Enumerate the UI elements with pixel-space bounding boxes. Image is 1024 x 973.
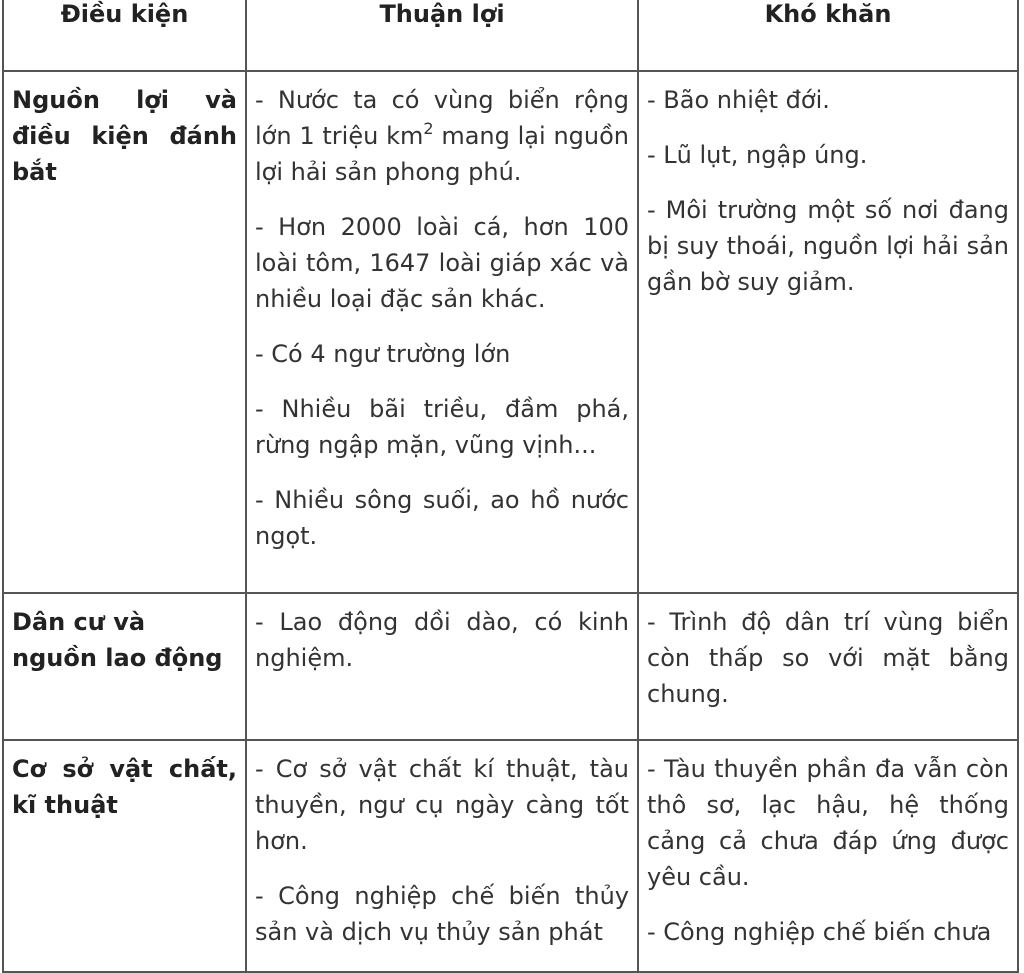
advantage-item: - Có 4 ngư trường lớn: [255, 340, 511, 368]
header-difficulties: Khó khăn: [638, 0, 1018, 71]
header-row: [3, 0, 1018, 71]
difficulty-item: - Tàu thuyền phần đa vẫn còn thô sơ, lạc hậu, hệ thống cảng cả chưa đáp ứng được yêu cầu.: [647, 755, 1009, 891]
condition-cell: [3, 740, 246, 972]
condition-cell: [3, 71, 246, 593]
table-row: [3, 71, 1018, 593]
difficulties-cell: [638, 740, 1018, 972]
table-row: [3, 593, 1018, 740]
header-advantages: Thuận lợi: [246, 0, 638, 71]
advantage-item: - Nhiều sông suối, ao hồ nước ngọt.: [255, 486, 629, 550]
table-row: [3, 740, 1018, 972]
conditions-table: [2, 0, 1019, 973]
condition-label: Dân cư và nguồn lao động: [12, 608, 223, 672]
difficulties-cell: [638, 71, 1018, 593]
difficulty-item: - Bão nhiệt đới.: [647, 86, 830, 114]
difficulty-item: - Trình độ dân trí vùng biển còn thấp so với mặt bằng chung.: [647, 608, 1009, 708]
advantages-cell: [246, 71, 638, 593]
condition-label: Nguồn lợi và điều kiện đánh bắt: [12, 86, 237, 186]
advantage-item: - Nước ta có vùng biển rộng lớn 1 triệu $km^2$ mang lại nguồn lợi hải sản phong phú.: [255, 86, 629, 186]
advantage-item: - Lao động dồi dào, có kinh nghiệm.: [255, 608, 629, 672]
advantage-item: - Hơn 2000 loài cá, hơn 100 loài tôm, 1647 loài giáp xác và nhiều loại đặc sản khác.: [255, 213, 629, 313]
advantage-item: - Cơ sở vật chất kí thuật, tàu thuyền, ngư cụ ngày càng tốt hơn.: [255, 755, 629, 855]
difficulty-item: - Công nghiệp chế biến chưa: [647, 918, 992, 946]
advantage-item: - Nhiều bãi triều, đầm phá, rừng ngập mặn, vũng vịnh...: [255, 395, 629, 459]
condition-cell: [3, 593, 246, 740]
difficulty-item: - Lũ lụt, ngập úng.: [647, 141, 868, 169]
difficulty-item: - Môi trường một số nơi đang bị suy thoái, nguồn lợi hải sản gần bờ suy giảm.: [647, 196, 1009, 296]
advantages-cell: [246, 740, 638, 972]
advantages-cell: [246, 593, 638, 740]
advantage-item: - Công nghiệp chế biến thủy sản và dịch vụ thủy sản phát: [255, 882, 629, 946]
condition-label: Cơ sở vật chất, kĩ thuật: [12, 755, 237, 819]
header-condition: Điều kiện: [3, 0, 246, 71]
difficulties-cell: [638, 593, 1018, 740]
